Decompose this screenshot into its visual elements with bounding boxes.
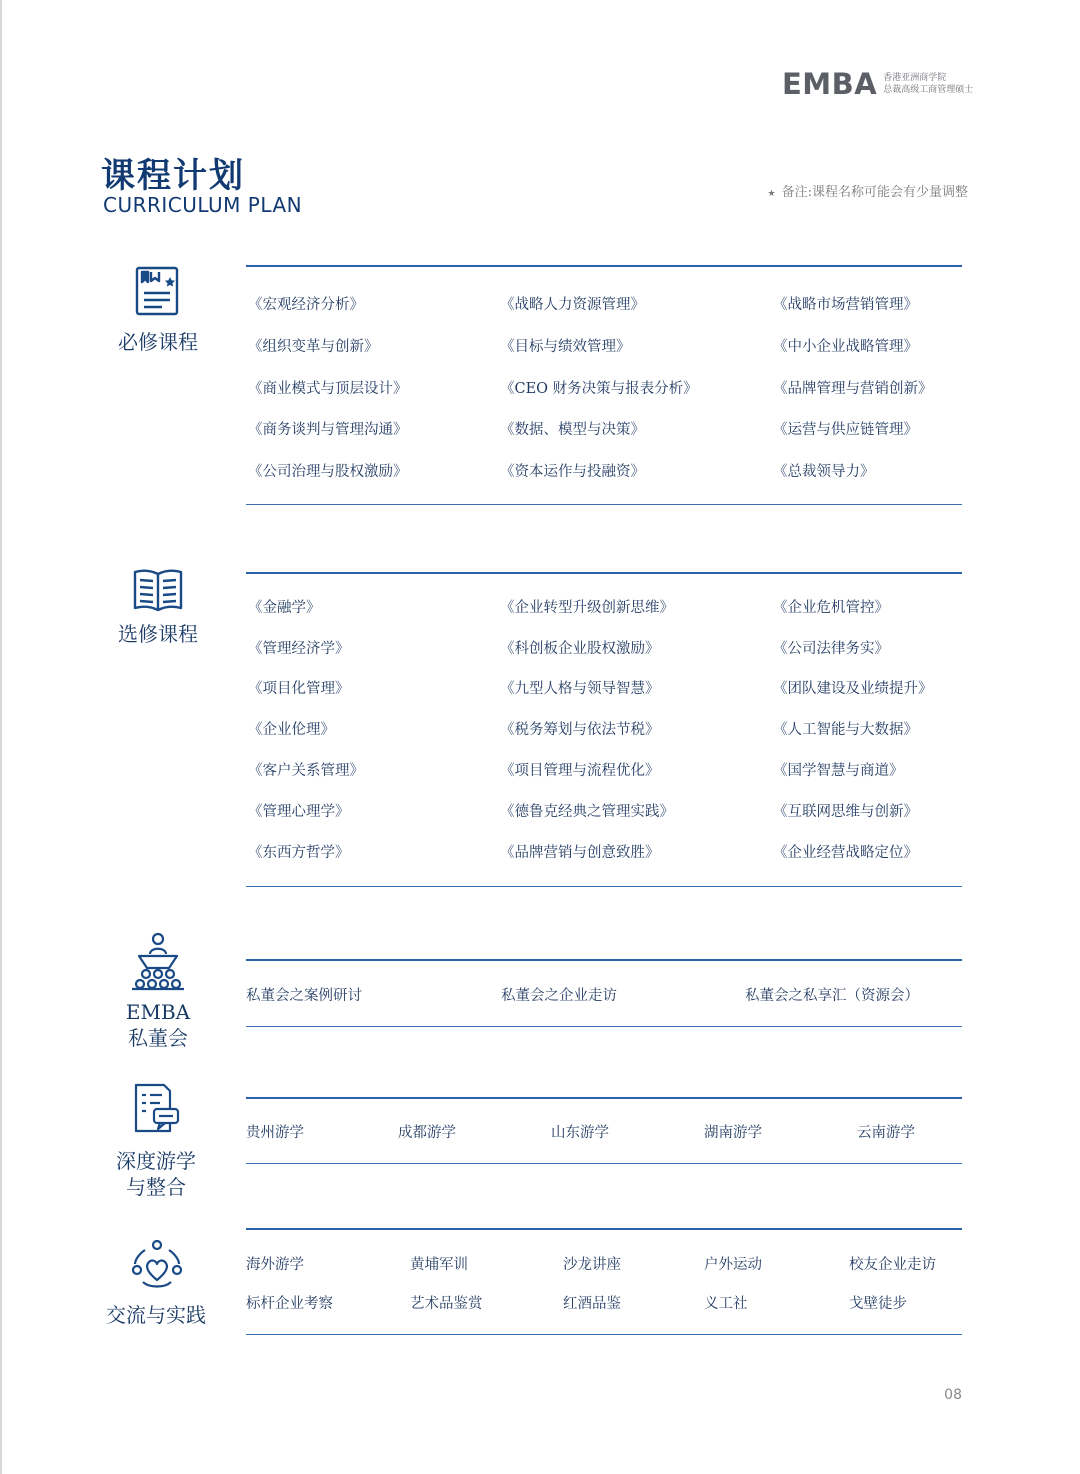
- adjustment-note: [768, 181, 968, 200]
- elective-course: 《企业经营战略定位》: [773, 845, 918, 861]
- section-label-exchange: 交流与实践: [106, 1303, 206, 1327]
- board-item: 私董会之案例研讨: [246, 988, 362, 1004]
- section-label-board: [98, 999, 218, 1051]
- section-label-required: 必修课程: [118, 330, 198, 354]
- heart-people-icon: [131, 1240, 183, 1292]
- elective-course: 《管理心理学》: [248, 804, 350, 820]
- study-tour-item: 成都游学: [398, 1125, 456, 1141]
- required-course: 《目标与绩效管理》: [500, 339, 631, 355]
- required-course: 《战略人力资源管理》: [500, 297, 645, 313]
- elective-course: 《德鲁克经典之管理实践》: [500, 804, 674, 820]
- required-course: 《运营与供应链管理》: [773, 422, 918, 438]
- exchange-item: 标杆企业考察: [246, 1296, 333, 1312]
- divider: [246, 1163, 962, 1164]
- section-label-board-line1: EMBA: [125, 1000, 191, 1024]
- board-item: 私董会之企业走访: [501, 988, 617, 1004]
- required-course: 《中小企业战略管理》: [773, 339, 918, 355]
- elective-course: 《互联网思维与创新》: [773, 804, 918, 820]
- elective-course: 《金融学》: [248, 600, 321, 616]
- elective-course: 《国学智慧与商道》: [773, 763, 904, 779]
- divider: [246, 265, 962, 267]
- required-course: 《公司治理与股权激励》: [248, 464, 408, 480]
- elective-course: 《项目化管理》: [248, 681, 350, 697]
- study-tour-item: 云南游学: [857, 1125, 915, 1141]
- required-course: 《资本运作与投融资》: [500, 464, 645, 480]
- elective-course: 《企业危机管控》: [773, 600, 889, 616]
- elective-course: 《客户关系管理》: [248, 763, 364, 779]
- open-book-icon: [130, 562, 186, 618]
- elective-course: 《团队建设及业绩提升》: [773, 681, 933, 697]
- elective-course: 《东西方哲学》: [248, 845, 350, 861]
- required-course: 《品牌管理与营销创新》: [773, 381, 933, 397]
- elective-course: 《税务筹划与依法节税》: [500, 722, 660, 738]
- podium-group-icon: [129, 932, 187, 992]
- divider: [246, 572, 962, 574]
- page-edge: [0, 0, 2, 1474]
- required-course: 《宏观经济分析》: [248, 297, 364, 313]
- brand-logo: [782, 66, 973, 102]
- required-course: 《数据、模型与决策》: [500, 422, 645, 438]
- section-label-study-tour-line2: 与整合: [126, 1175, 186, 1199]
- study-tour-item: 湖南游学: [704, 1125, 762, 1141]
- elective-course: 《公司法律务实》: [773, 641, 889, 657]
- brand-subtitle-line1: 香港亚洲商学院: [883, 73, 947, 83]
- divider: [246, 959, 962, 961]
- elective-course: 《管理经济学》: [248, 641, 350, 657]
- elective-course: 《企业转型升级创新思维》: [500, 600, 674, 616]
- elective-course: 《企业伦理》: [248, 722, 335, 738]
- exchange-item: 海外游学: [246, 1257, 304, 1273]
- brand-mark: EMBA: [782, 67, 878, 101]
- section-label-study-tour-line1: 深度游学: [116, 1149, 196, 1173]
- required-course: 《总裁领导力》: [773, 464, 875, 480]
- divider: [246, 1334, 962, 1335]
- exchange-item: 红酒品鉴: [563, 1296, 621, 1312]
- exchange-item: 戈壁徒步: [849, 1296, 907, 1312]
- required-course: 《商业模式与顶层设计》: [248, 381, 408, 397]
- page-title: 课程计划: [101, 156, 245, 196]
- study-tour-item: 贵州游学: [246, 1125, 304, 1141]
- required-course: 《CEO 财务决策与报表分析》: [500, 381, 698, 397]
- exchange-item: 黄埔军训: [410, 1257, 468, 1273]
- divider: [246, 504, 962, 505]
- required-course: 《战略市场营销管理》: [773, 297, 918, 313]
- divider: [246, 1228, 962, 1230]
- elective-course: 《项目管理与流程优化》: [500, 763, 660, 779]
- chat-document-icon: [130, 1081, 184, 1135]
- divider: [246, 1026, 962, 1027]
- exchange-item: 义工社: [704, 1296, 748, 1312]
- section-label-board-line2: 私董会: [128, 1026, 188, 1050]
- study-tour-item: 山东游学: [551, 1125, 609, 1141]
- elective-course: 《科创板企业股权激励》: [500, 641, 660, 657]
- exchange-item: 校友企业走访: [849, 1257, 936, 1273]
- divider: [246, 1097, 962, 1099]
- page-number: 08: [944, 1387, 962, 1403]
- brand-subtitle-line2: 总裁高级工商管理硕士: [883, 85, 974, 95]
- elective-course: 《品牌营销与创意致胜》: [500, 845, 660, 861]
- certificate-icon: [130, 262, 186, 318]
- star-icon: ★: [767, 189, 776, 199]
- brand-subtitle: [883, 72, 973, 96]
- board-item: 私董会之私享汇（资源会）: [745, 988, 919, 1004]
- elective-course: 《人工智能与大数据》: [773, 722, 918, 738]
- exchange-item: 艺术品鉴赏: [410, 1296, 483, 1312]
- divider: [246, 886, 962, 887]
- section-label-elective: 选修课程: [118, 622, 198, 646]
- note-text: 备注:课程名称可能会有少量调整: [781, 185, 968, 200]
- exchange-item: 沙龙讲座: [563, 1257, 621, 1273]
- elective-course: 《九型人格与领导智慧》: [500, 681, 660, 697]
- section-label-study-tour: [96, 1148, 216, 1200]
- required-course: 《商务谈判与管理沟通》: [248, 422, 408, 438]
- page-subtitle: CURRICULUM PLAN: [103, 193, 303, 217]
- required-course: 《组织变革与创新》: [248, 339, 379, 355]
- exchange-item: 户外运动: [704, 1257, 762, 1273]
